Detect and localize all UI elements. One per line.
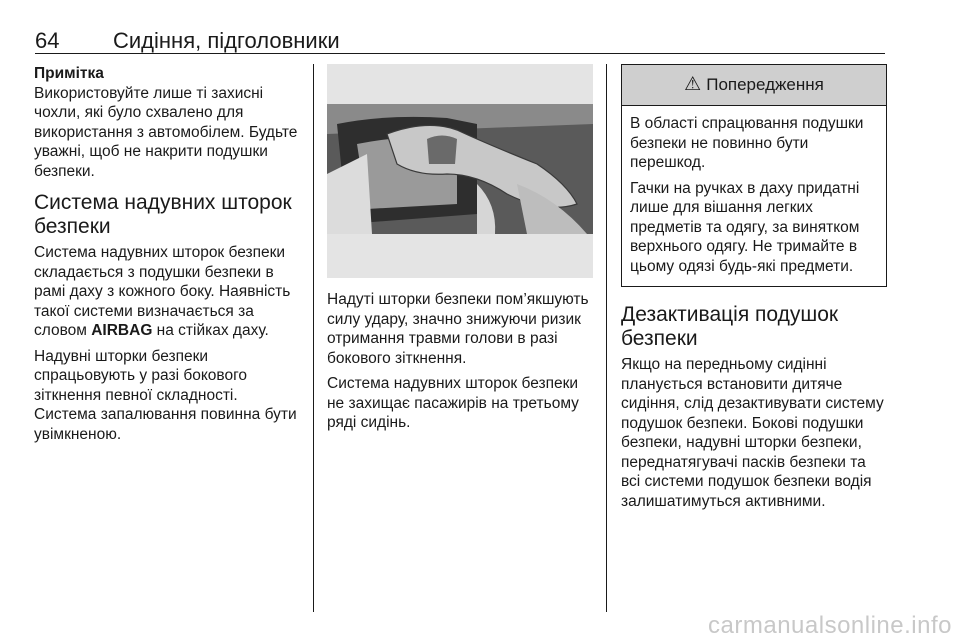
section-title: Сидіння, підголовники [113, 28, 340, 53]
paragraph: Надуті шторки безпеки пом’якшують силу удару, значно знижуючи ризик отримання травми голови в разі бокового зіткнення. [327, 291, 589, 367]
page-header [35, 25, 885, 54]
airbag-label: AIRBAG [91, 322, 153, 339]
text: на стійках даху. [152, 322, 269, 339]
warning-paragraph: Гачки на ручках в даху придатні лише для вішання легких предметів та одягу, за винятком верхнього одягу. Не тримайте в цьому одязі будь-які предмети. [630, 179, 860, 275]
warning-triangle-icon: ⚠ [684, 74, 702, 96]
warning-body [622, 106, 886, 286]
paragraph [34, 243, 302, 341]
paragraph: Система надувних шторок безпеки не захищає пасажирів на третьому ряді сидінь. [327, 375, 579, 431]
column-left [34, 64, 302, 450]
warning-title: Попередження [706, 75, 824, 95]
paragraph: Якщо на передньому сидінні планується встановити дитяче сидіння, слід дезактивувати систему подушок безпеки. Бокові подушки безпеки, надувні шторки безпеки, переднатягувачі пасків безпеки та всі системи подушок безпеки водія залишатимуться активними. [621, 356, 884, 510]
note-text: Використовуйте лише ті захисні чохли, які було схвалено для використання з автомобілем. Будьте уважні, щоб не накрити подушки безпеки. [34, 84, 298, 180]
text: Система надувних шторок безпеки складається з подушки безпеки в рамі даху з кожного боку. Наявність такої системи визначається за словом [34, 244, 291, 339]
column-middle [327, 290, 593, 439]
column-divider [313, 64, 314, 612]
page-number: 64 [35, 28, 60, 53]
curtain-airbag-illustration [327, 64, 593, 278]
warning-paragraph: В області спрацювання подушки безпеки не повинно бути перешкод. [630, 115, 864, 171]
heading-airbag-deactivation: Дезактивація подушок безпеки [621, 303, 839, 350]
warning-header [622, 65, 886, 106]
column-right [621, 64, 889, 517]
column-divider [606, 64, 607, 612]
paragraph: Надувні шторки безпеки спрацьовують у разі бокового зіткнення певної складності. Система запалювання повинна бути увімкненою. [34, 347, 297, 443]
heading-curtain-airbags: Система надувних шторок безпеки [34, 191, 292, 238]
warning-box [621, 64, 887, 287]
note-title: Примітка [34, 65, 104, 82]
watermark: carmanualsonline.info [708, 612, 952, 639]
